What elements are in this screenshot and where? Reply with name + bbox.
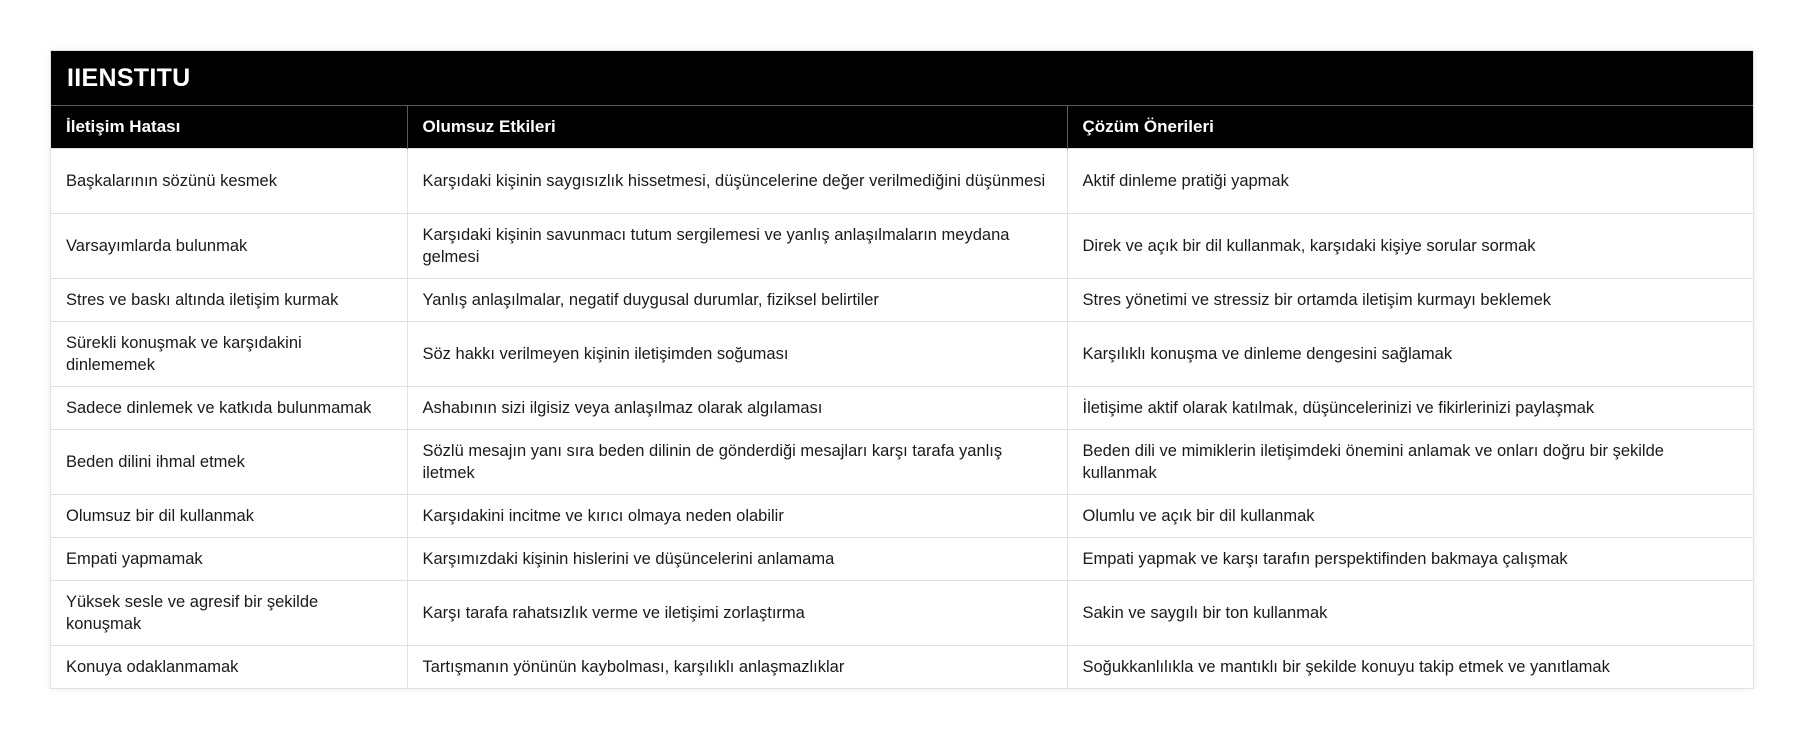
- brand-title: IIENSTITU: [51, 51, 1753, 106]
- cell-error: Konuya odaklanmamak: [51, 646, 407, 689]
- cell-effects: Sözlü mesajın yanı sıra beden dilinin de gönderdiği mesajları karşı tarafa yanlış iletmek: [407, 430, 1067, 495]
- table-row: [51, 387, 1753, 430]
- cell-error: Yüksek sesle ve agresif bir şekilde konuşmak: [51, 581, 407, 646]
- cell-error: Olumsuz bir dil kullanmak: [51, 495, 407, 538]
- cell-error: Varsayımlarda bulunmak: [51, 214, 407, 279]
- cell-solutions: Sakin ve saygılı bir ton kullanmak: [1067, 581, 1753, 646]
- column-header-error: İletişim Hatası: [51, 106, 407, 149]
- cell-effects: Ashabının sizi ilgisiz veya anlaşılmaz olarak algılaması: [407, 387, 1067, 430]
- cell-solutions: Beden dili ve mimiklerin iletişimdeki önemini anlamak ve onları doğru bir şekilde kullanmak: [1067, 430, 1753, 495]
- cell-solutions: Empati yapmak ve karşı tarafın perspektifinden bakmaya çalışmak: [1067, 538, 1753, 581]
- cell-solutions: Aktif dinleme pratiği yapmak: [1067, 149, 1753, 214]
- cell-solutions: Olumlu ve açık bir dil kullanmak: [1067, 495, 1753, 538]
- cell-error: Empati yapmamak: [51, 538, 407, 581]
- cell-error: Sadece dinlemek ve katkıda bulunmamak: [51, 387, 407, 430]
- cell-error: Beden dilini ihmal etmek: [51, 430, 407, 495]
- cell-error: Stres ve baskı altında iletişim kurmak: [51, 279, 407, 322]
- cell-effects: Söz hakkı verilmeyen kişinin iletişimden soğuması: [407, 322, 1067, 387]
- header-row: [51, 106, 1753, 149]
- table-row: [51, 322, 1753, 387]
- cell-effects: Karşımızdaki kişinin hislerini ve düşüncelerini anlamama: [407, 538, 1067, 581]
- cell-error: Sürekli konuşmak ve karşıdakini dinlememek: [51, 322, 407, 387]
- table-row: [51, 495, 1753, 538]
- table-row: [51, 538, 1753, 581]
- cell-solutions: Stres yönetimi ve stressiz bir ortamda iletişim kurmayı beklemek: [1067, 279, 1753, 322]
- table-row: [51, 581, 1753, 646]
- cell-solutions: Direk ve açık bir dil kullanmak, karşıdaki kişiye sorular sormak: [1067, 214, 1753, 279]
- cell-effects: Karşı tarafa rahatsızlık verme ve iletişimi zorlaştırma: [407, 581, 1067, 646]
- cell-effects: Karşıdaki kişinin saygısızlık hissetmesi, düşüncelerine değer verilmediğini düşünmesi: [407, 149, 1067, 214]
- cell-effects: Karşıdaki kişinin savunmacı tutum sergilemesi ve yanlış anlaşılmaların meydana gelmesi: [407, 214, 1067, 279]
- column-header-solutions: Çözüm Önerileri: [1067, 106, 1753, 149]
- cell-effects: Karşıdakini incitme ve kırıcı olmaya neden olabilir: [407, 495, 1067, 538]
- table-row: [51, 430, 1753, 495]
- cell-effects: Tartışmanın yönünün kaybolması, karşılıklı anlaşmazlıklar: [407, 646, 1067, 689]
- cell-solutions: İletişime aktif olarak katılmak, düşüncelerinizi ve fikirlerinizi paylaşmak: [1067, 387, 1753, 430]
- communication-errors-table: [51, 106, 1753, 688]
- table-row: [51, 646, 1753, 689]
- table-row: [51, 149, 1753, 214]
- table-row: [51, 214, 1753, 279]
- table-card: [50, 50, 1754, 689]
- cell-error: Başkalarının sözünü kesmek: [51, 149, 407, 214]
- cell-solutions: Karşılıklı konuşma ve dinleme dengesini sağlamak: [1067, 322, 1753, 387]
- cell-effects: Yanlış anlaşılmalar, negatif duygusal durumlar, fiziksel belirtiler: [407, 279, 1067, 322]
- column-header-effects: Olumsuz Etkileri: [407, 106, 1067, 149]
- cell-solutions: Soğukkanlılıkla ve mantıklı bir şekilde konuyu takip etmek ve yanıtlamak: [1067, 646, 1753, 689]
- table-row: [51, 279, 1753, 322]
